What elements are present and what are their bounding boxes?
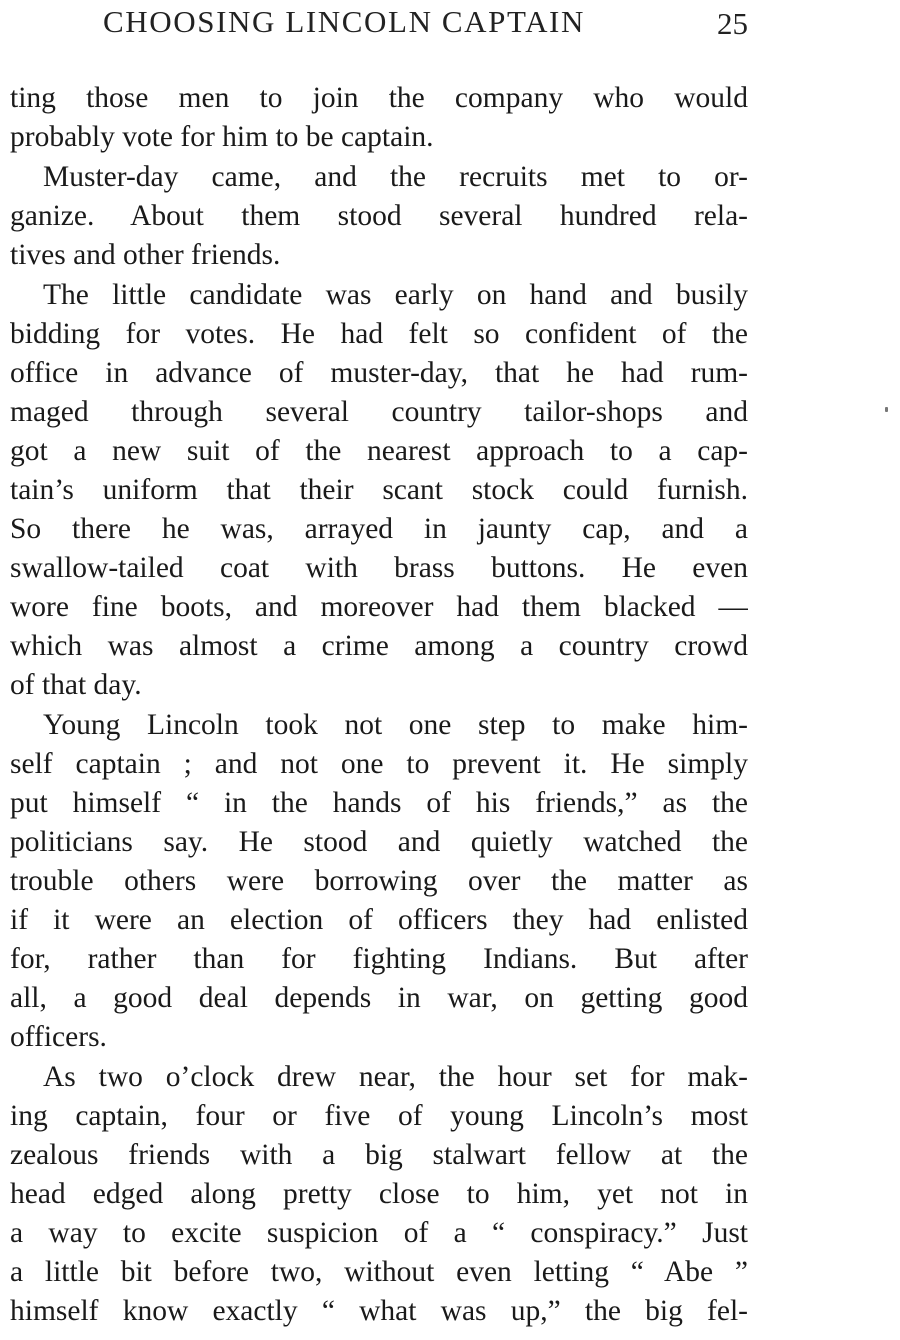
- text-line: office in advance of muster-day, that he had rum-: [10, 357, 748, 389]
- text-line: tives and other friends.: [10, 239, 281, 271]
- text-line: ting those men to join the company who would: [10, 82, 748, 114]
- text-line: zealous friends with a big stalwart fellow at the: [10, 1139, 748, 1171]
- text-line: ing captain, four or five of young Lincoln’s most: [10, 1100, 748, 1132]
- text-line: swallow-tailed coat with brass buttons. He even: [10, 552, 748, 584]
- running-header: [10, 2, 748, 42]
- text-line: officers.: [10, 1021, 107, 1053]
- text-line: which was almost a crime among a country crowd: [10, 630, 748, 662]
- paragraph: [10, 706, 748, 1057]
- text-line: of that day.: [10, 669, 142, 701]
- body-text: [10, 79, 748, 1332]
- text-line: trouble others were borrowing over the matter as: [10, 865, 748, 897]
- text-line: self captain ; and not one to prevent it. He simply: [10, 748, 748, 780]
- text-line: for, rather than for fighting Indians. But after: [10, 943, 748, 975]
- paragraph: [10, 158, 748, 275]
- text-line: head edged along pretty close to him, yet not in: [10, 1178, 748, 1210]
- text-line: himself know exactly “ what was up,” the big fel-: [10, 1295, 748, 1327]
- text-line: probably vote for him to be captain.: [10, 121, 434, 153]
- text-line: tain’s uniform that their scant stock could furnish.: [10, 474, 748, 506]
- text-line: got a new suit of the nearest approach to a cap-: [10, 435, 748, 467]
- text-line: bidding for votes. He had felt so confident of the: [10, 318, 748, 350]
- text-line: a little bit before two, without even letting “ Abe ”: [10, 1256, 748, 1288]
- text-line: Muster-day came, and the recruits met to or-: [43, 161, 748, 193]
- text-line: put himself “ in the hands of his friends,” as the: [10, 787, 748, 819]
- text-line: maged through several country tailor-shops and: [10, 396, 748, 428]
- book-page: [10, 0, 748, 1340]
- text-line: if it were an election of officers they had enlisted: [10, 904, 748, 936]
- page-number: 25: [717, 6, 748, 41]
- paragraph: [10, 1058, 748, 1331]
- scan-speck: [885, 407, 888, 412]
- text-line: So there he was, arrayed in jaunty cap, and a: [10, 513, 748, 545]
- text-line: ganize. About them stood several hundred rela-: [10, 200, 748, 232]
- paragraph: [10, 79, 748, 157]
- text-line: As two o’clock drew near, the hour set for mak-: [43, 1061, 748, 1093]
- paragraph: [10, 276, 748, 705]
- text-line: The little candidate was early on hand and busily: [43, 279, 748, 311]
- running-title: CHOOSING LINCOLN CAPTAIN: [103, 4, 585, 39]
- text-line: a way to excite suspicion of a “ conspiracy.” Just: [10, 1217, 748, 1249]
- text-line: politicians say. He stood and quietly watched the: [10, 826, 748, 858]
- text-line: all, a good deal depends in war, on getting good: [10, 982, 748, 1014]
- text-line: Young Lincoln took not one step to make him-: [43, 709, 748, 741]
- text-line: wore fine boots, and moreover had them blacked —: [10, 591, 748, 623]
